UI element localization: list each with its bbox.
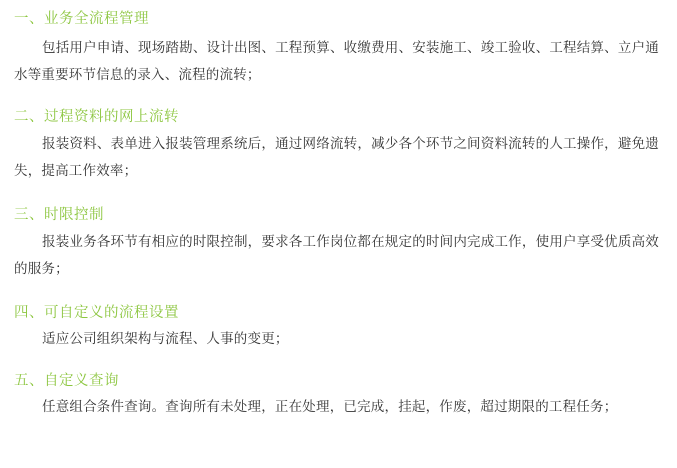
section-online-document-flow <box>14 104 663 184</box>
section-custom-query <box>14 368 663 420</box>
section-business-process <box>14 6 663 88</box>
section-heading: 一、业务全流程管理 <box>14 11 149 27</box>
section-body: 包括用户申请、现场踏勘、设计出图、工程预算、收缴费用、安装施工、竣工验收、工程结算、立户通水等重要环节信息的录入、流程的流转； <box>14 40 659 82</box>
section-body: 适应公司组织架构与流程、人事的变更； <box>42 331 289 346</box>
section-heading: 五、自定义查询 <box>14 373 119 389</box>
section-body: 任意组合条件查询。查询所有未处理，正在处理，已完成，挂起，作废，超过期限的工程任务； <box>42 399 618 414</box>
section-body: 报装资料、表单进入报装管理系统后，通过网络流转，减少各个环节之间资料流转的人工操作，避免遗失，提高工作效率； <box>14 136 659 178</box>
section-heading: 二、过程资料的网上流转 <box>14 109 179 125</box>
section-body: 报装业务各环节有相应的时限控制，要求各工作岗位都在规定的时间内完成工作，使用户享受优质高效的服务； <box>14 234 659 276</box>
section-heading: 四、可自定义的流程设置 <box>14 305 179 321</box>
section-time-limit-control <box>14 202 663 282</box>
section-heading: 三、时限控制 <box>14 207 104 223</box>
section-custom-process-settings <box>14 300 663 352</box>
